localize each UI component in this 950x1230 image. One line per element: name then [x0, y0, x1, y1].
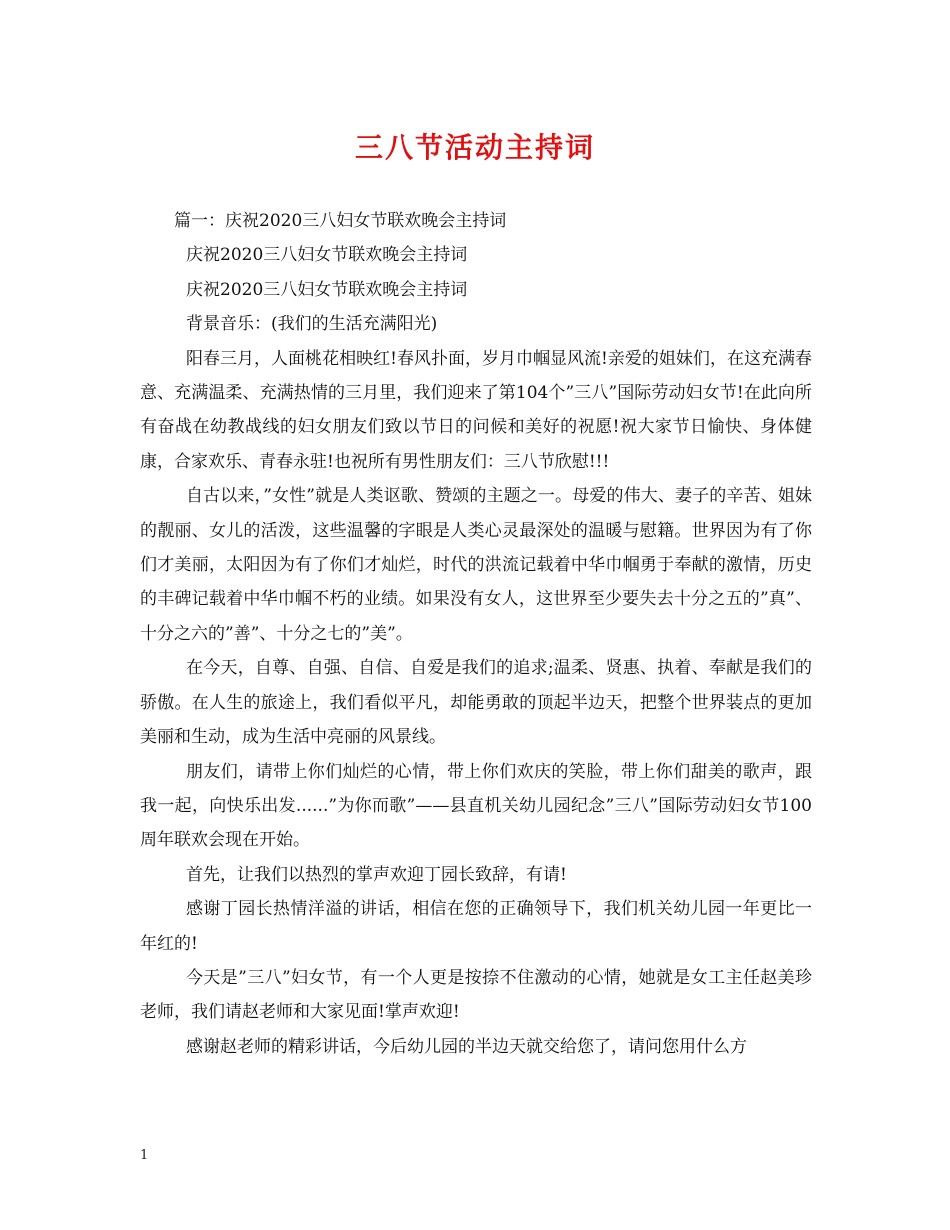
- subheading-line: 庆祝2020三八妇女节联欢晚会主持词: [186, 279, 468, 300]
- paragraph: 今天是”三八”妇女节，有一个人更是按捺不住激动的心情，她就是女工主任赵美珍老师，我们请赵老师和大家见面!掌声欢迎!: [140, 967, 812, 1023]
- paragraph: 阳春三月，人面桃花相映红!春风扑面，岁月巾帼显风流!亲爱的姐妹们，在这充满春意、充满温柔、充满热情的三月里，我们迎来了第104个”三八”国际劳动妇女节!在此向所有奋战在幼教战线的妇女朋友们致以节日的问候和美好的祝愿!祝大家节日愉快、身体健康，合家欢乐、青春永驻!也祝所有男性朋友们：三八节欣慰!!!: [140, 348, 812, 472]
- paragraph: 感谢丁园长热情洋溢的讲话，相信在您的正确领导下，我们机关幼儿园一年更比一年红的!: [140, 899, 812, 954]
- paragraph: 在今天，自尊、自强、自信、自爱是我们的追求;温柔、贤惠、执着、奉献是我们的骄傲。在人生的旅途上，我们看似平凡，却能勇敢的顶起半边天，把整个世界装点的更加美丽和生动，成为生活中亮丽的风景线。: [140, 658, 812, 748]
- paragraph: 朋友们，请带上你们灿烂的心情，带上你们欢庆的笑脸，带上你们甜美的歌声，跟我一起，向快乐出发......”为你而歌”——县直机关幼儿园纪念”三八”国际劳动妇女节100周年联欢会现在开始。: [140, 761, 812, 851]
- document-title: 三八节活动主持词: [354, 131, 595, 164]
- paragraph: 感谢赵老师的精彩讲话，今后幼儿园的半边天就交给您了，请问您用什么方: [186, 1036, 747, 1057]
- page-number: 1: [140, 1148, 149, 1163]
- document-body: [140, 204, 812, 1064]
- background-music-line: 背景音乐：(我们的生活充满阳光): [186, 314, 438, 335]
- section-heading: 篇一：庆祝2020三八妇女节联欢晚会主持词: [174, 211, 507, 231]
- subheading-line: 庆祝2020三八妇女节联欢晚会主持词: [186, 245, 468, 266]
- paragraph: 自古以来，”女性”就是人类讴歌、赞颂的主题之一。母爱的伟大、妻子的辛苦、姐妹的靓丽、女儿的活泼，这些温馨的字眼是人类心灵最深处的温暖与慰籍。世界因为有了你们才美丽，太阳因为有了你们才灿烂，时代的洪流记载着中华巾帼勇于奉献的激情，历史的丰碑记载着中华巾帼不朽的业绩。如果没有女人，这世界至少要失去十分之五的”真”、十分之六的”善”、十分之七的”美”。: [140, 486, 812, 644]
- paragraph: 首先，让我们以热烈的掌声欢迎丁园长致辞，有请!: [186, 864, 567, 885]
